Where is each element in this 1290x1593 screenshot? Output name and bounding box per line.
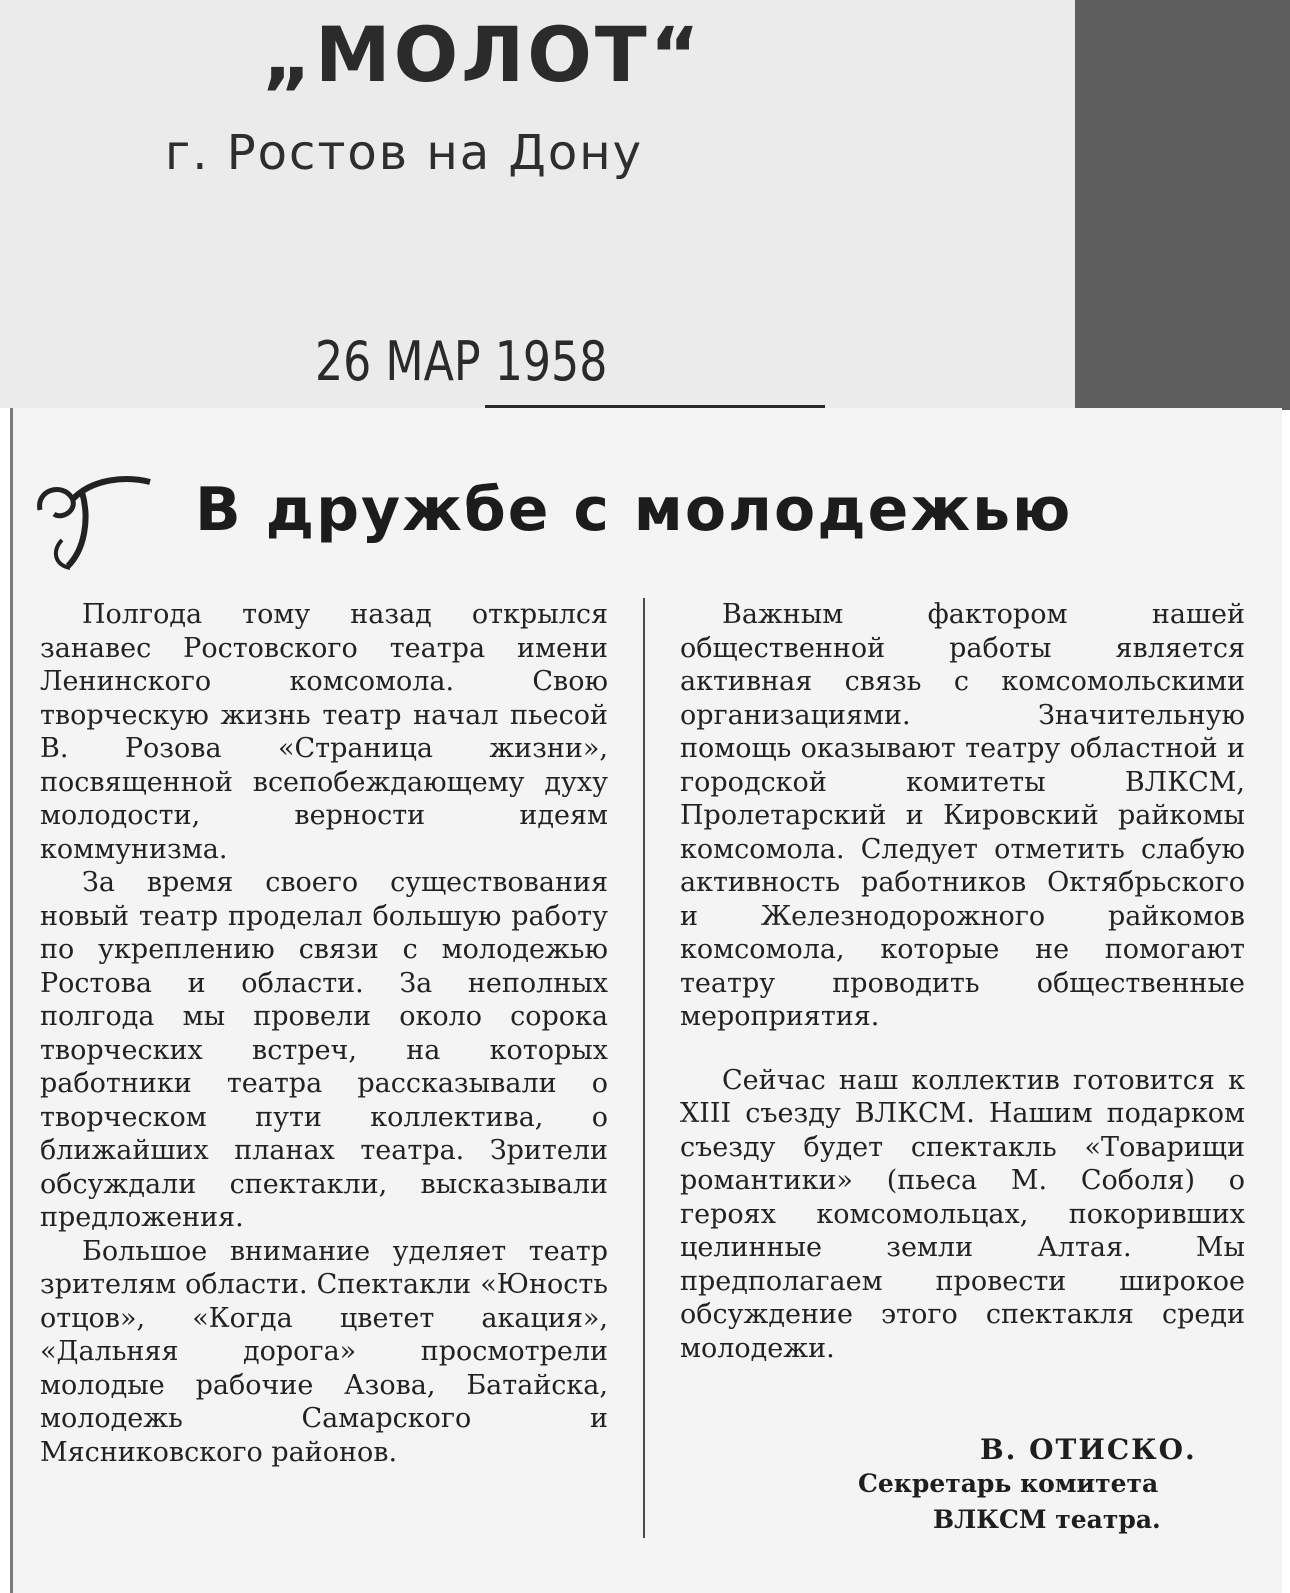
newspaper-city: г. Ростов на Дону [165,125,644,181]
column-divider [643,598,645,1538]
paragraph: Сейчас наш коллектив готовится к XIII съезду ВЛКСМ. Нашим подарком съезду будет спектакль «Товарищи романтики» (пьеса М. Соболя) о героях комсомольцах, покоривших целинные земли Алтая. Мы предполагаем провести широкое обсуждение этого спектакля среди молодежи. [680,1064,1245,1364]
author-role: Секретарь комитета [858,1469,1159,1498]
paragraph: За время своего существования новый театр проделал большую работу по укреплению связи с молодежью Ростова и области. За неполных полгода мы провели около сорока творческих встреч, на которых работники театра рассказывали о творческом пути коллектива, о ближайших планах театра. Зрители обсуждали спектакли, высказывали предложения. [40,867,608,1233]
article-headline: В дружбе с молодежью [195,475,1073,545]
article-column-right [680,598,1245,1365]
clipping-edge [10,408,13,1593]
article-column-left [40,598,608,1469]
newspaper-name: „МОЛОТ“ [262,10,703,99]
paragraph: Большое внимание уделяет театр зрителям области. Спектакли «Юность отцов», «Когда цветет акация», «Дальняя дорога» просмотрели молодые рабочие Азова, Батайска, молодежь Самарского и Мясниковского районов. [40,1235,608,1468]
ornament-flourish-icon [32,470,162,580]
author-role: ВЛКСМ театра. [933,1505,1161,1534]
scanner-background [1075,0,1290,410]
paragraph: Важным фактором нашей общественной работы является активная связь с комсомольскими организациями. Значительную помощь оказывают театру областной и городской комитеты ВЛКСМ, Пролетарский и Кировский райкомы комсомола. Следует отметить слабую активность работников Октябрьского и Железнодорожного райкомов комсомола, которые не помогают театру проводить общественные мероприятия. [680,599,1245,1032]
paragraph: Полгода тому назад открылся занавес Ростовского театра имени Ленинского комсомола. Свою творческую жизнь театр начал пьесой В. Розова «Страница жизни», посвященной всепобеждающему духу молодости, верности идеям коммунизма. [40,599,608,865]
date-stamp: 26 МАР 1958 [315,330,608,393]
author-name: В. ОТИСКО. [980,1433,1197,1466]
header-clipping [0,0,1075,408]
